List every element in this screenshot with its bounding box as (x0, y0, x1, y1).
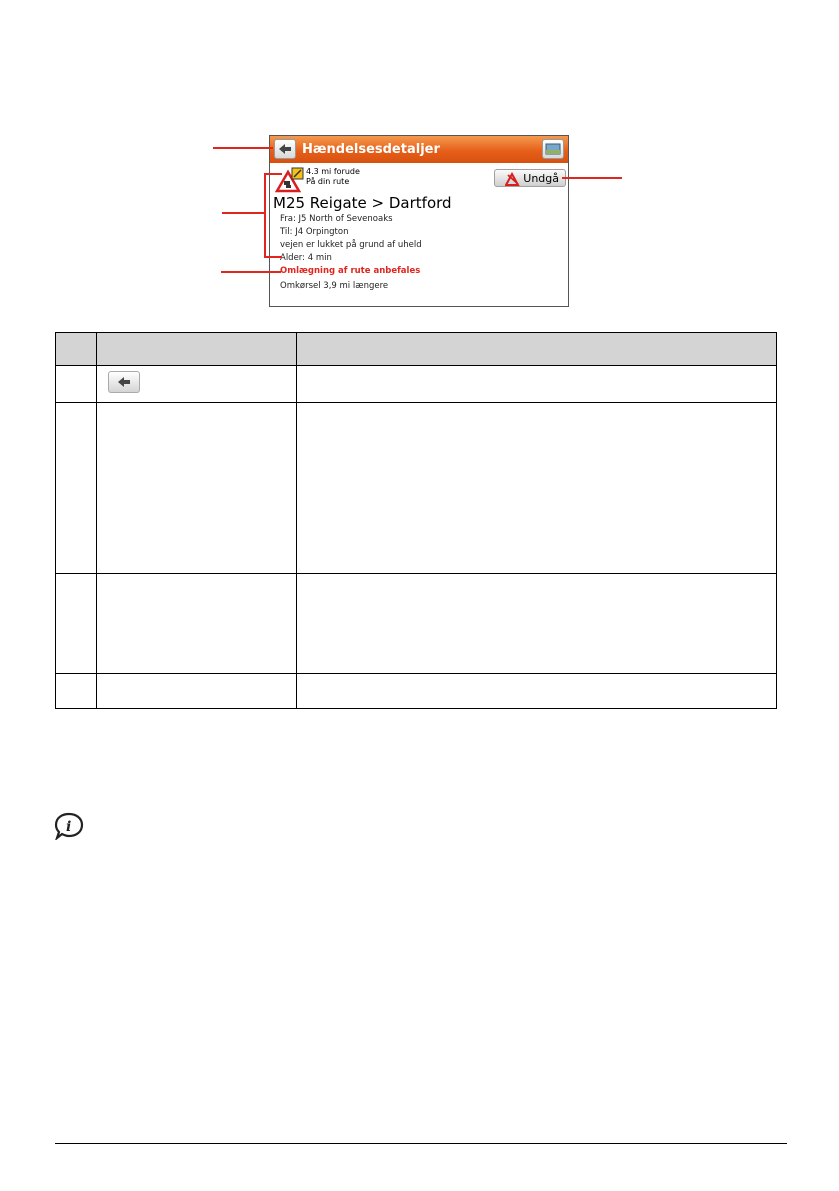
distance-ahead: 4.3 mi forude (306, 167, 360, 176)
back-button-illustration (108, 371, 140, 393)
table-cell (297, 403, 777, 574)
distance-info (306, 167, 360, 187)
table-row (56, 366, 777, 403)
table-header-cell (297, 333, 777, 366)
map-button[interactable] (542, 139, 564, 159)
table-cell (297, 574, 777, 674)
title-bar (270, 136, 568, 163)
table-header-row (56, 333, 777, 366)
screen-title: Hændelsesdetaljer (302, 142, 440, 157)
table-cell (97, 366, 297, 403)
avoid-icon (505, 172, 521, 186)
table-row (56, 674, 777, 709)
detour-line: Omkørsel 3,9 mi længere (280, 281, 389, 291)
back-arrow-icon (275, 140, 295, 158)
table-header-cell (97, 333, 297, 366)
age-line: Alder: 4 min (280, 253, 332, 263)
table-cell (56, 674, 97, 709)
table-cell (297, 366, 777, 403)
reference-table (55, 332, 777, 709)
reason-line: vejen er lukket på grund af uheld (280, 240, 422, 250)
traffic-warning-icon (275, 167, 305, 193)
table-row (56, 403, 777, 574)
table-cell (56, 366, 97, 403)
from-line: Fra: J5 North of Sevenoaks (280, 214, 393, 224)
device-screen (269, 135, 569, 307)
footer-rule (55, 1143, 787, 1144)
table-cell (56, 403, 97, 574)
info-note-icon (52, 812, 86, 840)
svg-text:i: i (66, 819, 72, 835)
table-cell (97, 403, 297, 574)
table-cell (97, 674, 297, 709)
table-header-cell (56, 333, 97, 366)
to-line: Til: J4 Orpington (280, 227, 349, 237)
table-cell (97, 574, 297, 674)
table-cell (297, 674, 777, 709)
recommendation-line: Omlægning af rute anbefales (280, 266, 421, 276)
table-row (56, 574, 777, 674)
avoid-button[interactable] (494, 169, 566, 187)
back-arrow-icon (109, 372, 139, 392)
map-icon (543, 140, 563, 158)
table-cell (56, 574, 97, 674)
back-button[interactable] (274, 139, 296, 159)
avoid-label: Undgå (523, 172, 559, 185)
on-route-text: På din rute (306, 177, 350, 186)
road-name: M25 Reigate > Dartford (273, 194, 452, 212)
